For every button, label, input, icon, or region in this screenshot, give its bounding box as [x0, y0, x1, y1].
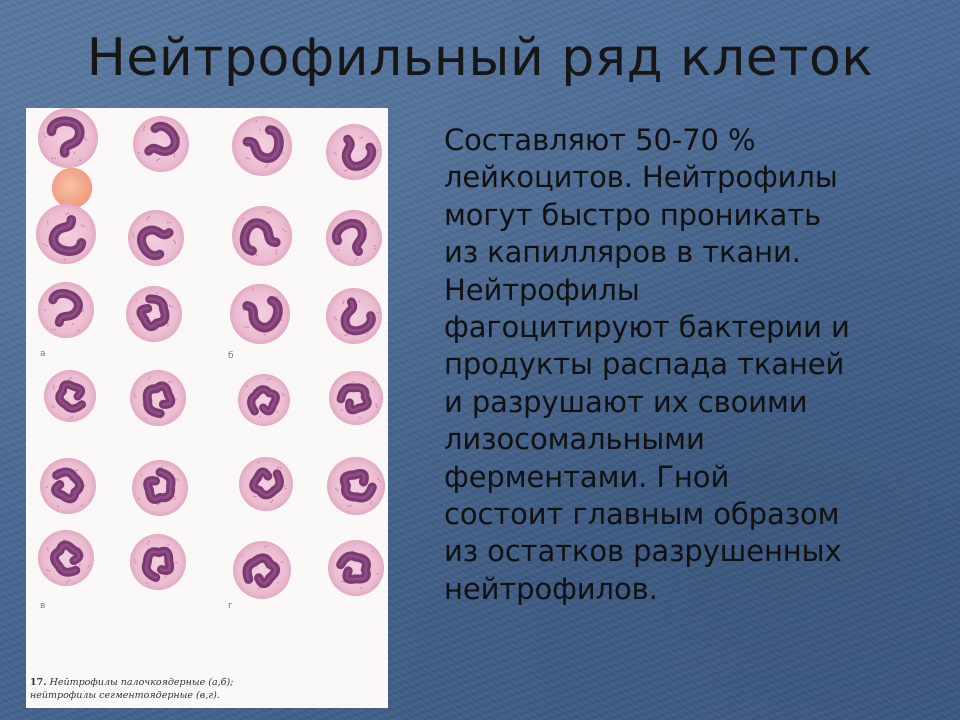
neutrophil-cell	[128, 210, 184, 266]
caption-line-1: Нейтрофилы палочкоядерные (а,б);	[49, 677, 234, 688]
neutrophil-cell	[329, 371, 383, 425]
neutrophil-cell	[38, 282, 94, 338]
body-line: Составляют 50-70 %	[444, 123, 756, 157]
neutrophil-cell	[232, 206, 292, 266]
neutrophil-cell	[238, 374, 290, 426]
body-line: могут быстро проникать	[444, 197, 822, 232]
neutrophil-cell	[327, 457, 385, 515]
figure-caption	[30, 676, 386, 702]
neutrophil-cell	[230, 284, 290, 344]
neutrophil-cell	[36, 204, 96, 264]
neutrophil-cell	[328, 540, 384, 596]
body-line: Нейтрофилы	[444, 272, 640, 307]
neutrophil-cell	[326, 124, 382, 180]
neutrophil-cell	[326, 288, 382, 344]
panel-label-g: г	[228, 601, 233, 611]
neutrophil-cell	[40, 458, 96, 514]
neutrophil-cell	[133, 116, 189, 172]
slide-body-text	[444, 122, 914, 608]
caption-line-2: нейтрофилы сегментоядерные (в,г).	[30, 690, 220, 701]
neutrophil-cell	[38, 530, 94, 586]
body-line: лейкоцитов. Нейтрофилы	[444, 160, 838, 195]
body-line: состоит главным образом	[444, 497, 840, 532]
neutrophil-cell	[326, 210, 382, 266]
cells-group	[36, 108, 385, 599]
neutrophil-cell	[126, 286, 182, 342]
neutrophil-cell	[232, 116, 292, 176]
body-line: и разрушают их своими	[444, 384, 808, 419]
neutrophil-cell	[130, 370, 186, 426]
neutrophil-figure-plate	[26, 108, 388, 708]
panel-label-b: б	[228, 351, 234, 361]
neutrophil-cells-illustration	[26, 108, 388, 708]
body-line: фагоцитируют бактерии и	[444, 310, 850, 345]
body-line: ферментами. Гной	[444, 459, 730, 494]
erythrocyte	[52, 168, 92, 208]
body-line: из капилляров в ткани.	[444, 235, 801, 270]
panel-label-v: в	[40, 601, 46, 611]
body-line: продукты распада тканей	[444, 347, 845, 382]
neutrophil-cell	[132, 460, 188, 516]
body-line: нейтрофилов.	[444, 571, 658, 606]
neutrophil-cell	[233, 541, 291, 599]
neutrophil-cell	[44, 370, 96, 422]
figure-number: 17.	[30, 677, 47, 688]
panel-label-a: а	[40, 349, 46, 359]
neutrophil-cell	[130, 534, 186, 590]
slide-title: Нейтрофильный ряд клеток	[86, 28, 874, 88]
body-line: из остатков разрушенных	[444, 534, 842, 569]
neutrophil-cell	[239, 457, 293, 511]
body-line: лизосомальными	[444, 422, 705, 457]
neutrophil-cell	[38, 108, 98, 168]
